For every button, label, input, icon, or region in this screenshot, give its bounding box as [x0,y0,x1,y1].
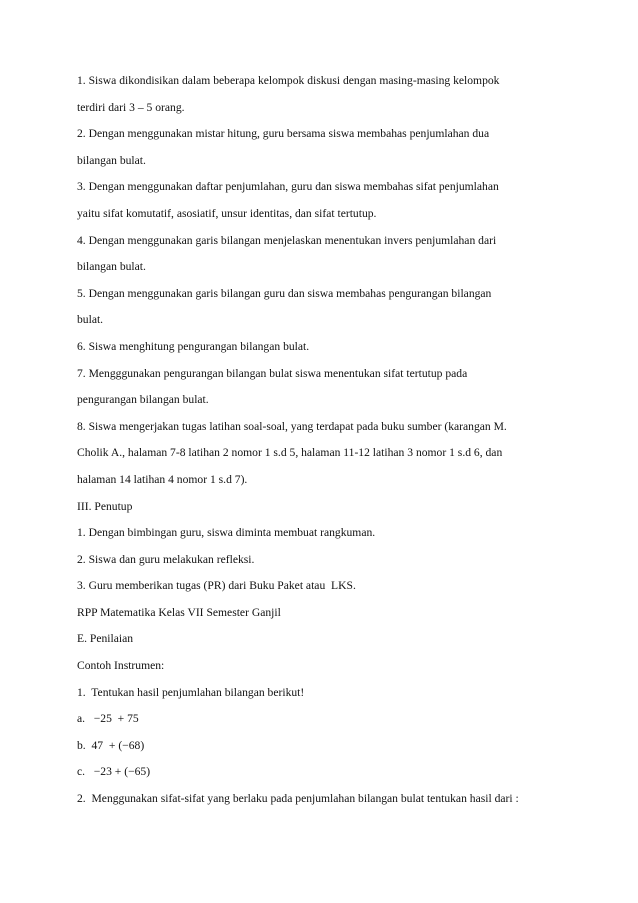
text-line: 8. Siswa mengerjakan tugas latihan soal-soal, yang terdapat pada buku sumber (karangan M. [77,419,507,433]
text-line: bilangan bulat. [77,260,146,274]
text-line: bulat. [77,313,104,327]
text-line: pengurangan bilangan bulat. [77,393,209,407]
text-line: bilangan bulat. [77,153,146,167]
question-option: b. 47 + (−68) [77,738,145,752]
text-line: Contoh Instrumen: [77,659,165,673]
question-line: 2. Menggunakan sifat-sifat yang berlaku pada penjumlahan bilangan bulat tentukan hasil dari : [77,792,519,806]
question-option: c. −23 + (−65) [77,765,151,779]
text-line: 3. Dengan menggunakan daftar penjumlahan, guru dan siswa membahas sifat penjumlahan [77,180,499,194]
text-line: 5. Dengan menggunakan garis bilangan guru dan siswa membahas pengurangan bilangan [77,286,492,300]
text-line: 2. Dengan menggunakan mistar hitung, guru bersama siswa membahas penjumlahan dua [77,127,490,141]
text-line: halaman 14 latihan 4 nomor 1 s.d 7). [77,472,248,486]
question-line: 1. Tentukan hasil penjumlahan bilangan berikut! [77,685,305,699]
question-option: a. −25 + 75 [77,712,139,726]
text-line: yaitu sifat komutatif, asosiatif, unsur identitas, dan sifat tertutup. [77,206,377,220]
text-line: 2. Siswa dan guru melakukan refleksi. [77,552,255,566]
document-body [77,73,547,818]
text-line: Cholik A., halaman 7-8 latihan 2 nomor 1 s.d 5, halaman 11-12 latihan 3 nomor 1 s.d 6, dan [77,446,503,460]
text-line: terdiri dari 3 – 5 orang. [77,100,185,114]
text-line: 6. Siswa menghitung pengurangan bilangan bulat. [77,339,310,353]
section-heading: III. Penutup [77,499,133,513]
text-line: 7. Mengggunakan pengurangan bilangan bulat siswa menentukan sifat tertutup pada [77,366,468,380]
section-heading: E. Penilaian [77,632,134,646]
text-line: 4. Dengan menggunakan garis bilangan menjelaskan menentukan invers penjumlahan dari [77,233,497,247]
text-line: 1. Dengan bimbingan guru, siswa diminta membuat rangkuman. [77,526,376,540]
text-line: 1. Siswa dikondisikan dalam beberapa kelompok diskusi dengan masing-masing kelompok [77,74,500,87]
running-header: RPP Matematika Kelas VII Semester Ganjil [77,605,281,619]
text-line: 3. Guru memberikan tugas (PR) dari Buku Paket atau LKS. [77,579,356,593]
